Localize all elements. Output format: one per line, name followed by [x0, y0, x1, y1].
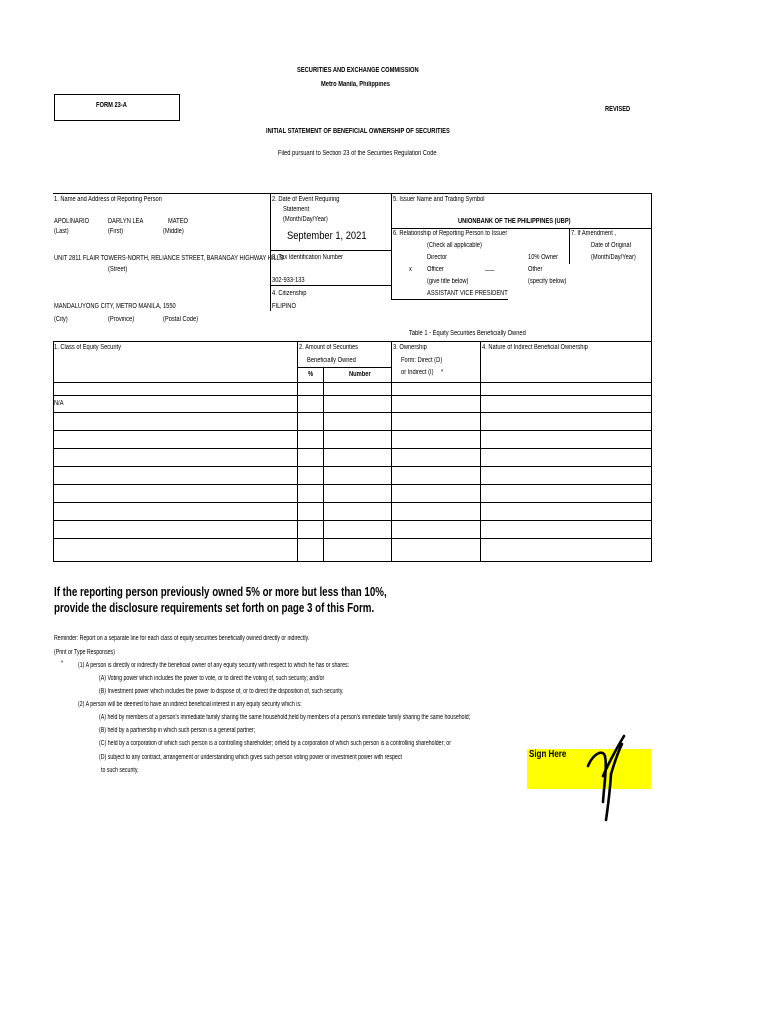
city-label: (City) [54, 316, 68, 323]
specify-label: (specify below) [528, 278, 567, 285]
table-col3-footnote-mark: * [441, 369, 444, 376]
disclosure-notice-line1: If the reporting person previously owned 5% or more but less than 10%, [54, 585, 387, 599]
section2-label-statement: Statement [283, 206, 310, 213]
give-title-label: (give title below) [427, 278, 469, 285]
form-subtitle: Filed pursuant to Section 23 of the Securities Regulation Code [278, 150, 437, 157]
table-caption: Table 1 - Equity Securities Beneficially Owned [409, 330, 526, 337]
footnote-1b: (B) Investment power which includes the power to dispose of, or to direct the disposition of, such security. [99, 688, 344, 695]
citizenship-value: FILIPINO [272, 303, 296, 310]
disclosure-notice-line2: provide the disclosure requirements set forth on page 3 of this Form. [54, 601, 375, 615]
grid-line [53, 466, 651, 467]
footnote-1a: (A) Voting power which includes the power to vote, or to direct the voting of, such security; and/or [99, 675, 325, 682]
section4-label: 4. Citizenship [272, 290, 307, 297]
middle-name-value: MATEO [168, 218, 188, 225]
grid-line [53, 448, 651, 449]
sign-here-label: Sign Here [529, 749, 567, 760]
grid-line [480, 341, 481, 562]
check-all-label: (Check all applicable) [427, 242, 482, 249]
grid-line [270, 193, 271, 311]
grid-line [53, 430, 651, 431]
grid-line [270, 250, 391, 251]
tin-value: 302-933-133 [272, 277, 305, 284]
grid-line [270, 285, 391, 286]
street-label: (Street) [108, 266, 128, 273]
footnote-2d-cont: to such security. [101, 767, 139, 774]
section6-label: 6. Relationship of Reporting Person to Issuer [393, 230, 508, 237]
grid-line [53, 538, 651, 539]
grid-line [53, 341, 54, 562]
grid-line [53, 382, 651, 383]
footnote-2d: (D) subject to any contract, arrangement or understanding which gives such person voting power or investment power with respect [99, 754, 402, 761]
table-col3-subheader2: or Indirect (I) [401, 369, 434, 376]
footnote-2b: (B) held by a partnership in which such person is a general partner; [99, 727, 256, 734]
grid-line [53, 395, 651, 396]
agency-location: Metro Manila, Philippines [321, 81, 390, 88]
grid-line [297, 367, 391, 368]
director-label: Director [427, 254, 448, 261]
table-col3-subheader: Form: Direct (D) [401, 357, 443, 364]
grid-line [53, 561, 651, 562]
issuer-value: UNIONBANK OF THE PHILIPPINES (UBP) [458, 218, 571, 225]
table-col4-header: 4. Nature of Indirect Beneficial Ownership [482, 344, 588, 351]
table-col2-subheader: Beneficially Owned [307, 357, 356, 364]
footnote-2a: (A) held by members of a person's immediate family sharing the same household;held by members of a person's immediate family sharing the same household; [99, 714, 471, 721]
province-label: (Province) [108, 316, 135, 323]
section7-label: 7. If Amendment , [571, 230, 616, 237]
grid-line [391, 299, 508, 300]
last-name-value: APOLINARIO [54, 218, 90, 225]
grid-line [569, 228, 570, 264]
event-date-value: September 1, 2021 [287, 230, 367, 242]
table-col1-header: 1. Class of Equity Security [54, 344, 121, 351]
section3-label: 3. Tax Identification Number [272, 254, 344, 261]
grid-line [53, 520, 651, 521]
officer-checkbox-mark[interactable]: x [409, 266, 412, 273]
table-row1-class: N/A [54, 400, 64, 407]
other-label: Other [528, 266, 543, 273]
officer-blank: ___ [485, 264, 495, 271]
grid-line [391, 193, 392, 299]
section2-label-format: (Month/Day/Year) [283, 216, 328, 223]
section1-label: 1. Name and Address of Reporting Person [54, 196, 162, 203]
agency-name: SECURITIES AND EXCHANGE COMMISSION [297, 67, 419, 74]
form-label: FORM 23-A [96, 102, 127, 109]
street-value: UNIT 2811 FLAIR TOWERS-NORTH, RELIANCE STREET, BARANGAY HIGHWAY HILLS [54, 255, 284, 262]
city-value: MANDALUYONG CITY, METRO MANILA, 1550 [54, 303, 176, 310]
table-col2-number: Number [349, 371, 371, 378]
footnote-mark: * [61, 660, 64, 667]
postal-code-label: (Postal Code) [163, 316, 199, 323]
middle-name-label: (Middle) [163, 228, 184, 235]
first-name-value: DARLYN LEA [108, 218, 144, 225]
reminder-line: Reminder: Report on a separate line for each class of equity securities beneficially owned directly or indirectly. [54, 635, 310, 642]
grid-line [53, 341, 651, 342]
grid-line [53, 193, 651, 194]
footnote-2c: (C) held by a corporation of which such person is a controlling shareholder; orheld by a corporation of which such person is a controlling shareholder; or [99, 740, 451, 747]
form-title: INITIAL STATEMENT OF BENEFICIAL OWNERSHIP OF SECURITIES [266, 128, 450, 135]
section2-label: 2. Date of Event Requiring [272, 196, 340, 203]
officer-title-value: ASSISTANT VICE PRESIDENT [427, 290, 508, 297]
grid-line [651, 341, 652, 562]
grid-line [297, 341, 298, 562]
grid-line [391, 341, 392, 562]
section7-label-original: Date of Original [591, 242, 631, 249]
handwritten-signature [584, 730, 634, 822]
section5-label: 5. Issuer Name and Trading Symbol [393, 196, 485, 203]
grid-line [53, 412, 651, 413]
grid-line [53, 502, 651, 503]
footnote-2: (2) A person will be deemed to have an indirect beneficial interest in any equity security which is: [78, 701, 302, 708]
officer-label: Officer [427, 266, 444, 273]
table-col2-header: 2. Amount of Securities [299, 344, 359, 351]
table-col3-header: 3. Ownership [393, 344, 427, 351]
grid-line [53, 484, 651, 485]
revised-label: REVISED [605, 106, 631, 113]
section7-label-format: (Month/Day/Year) [591, 254, 636, 261]
ten-percent-owner-label: 10% Owner [528, 254, 558, 261]
footnote-1: (1) A person is directly or indirectly the beneficial owner of any equity security with respect to which he has or shares: [78, 662, 350, 669]
grid-line [651, 193, 652, 341]
table-col2-percent: % [308, 371, 314, 378]
last-name-label: (Last) [54, 228, 69, 235]
first-name-label: (First) [108, 228, 123, 235]
grid-line [323, 367, 324, 562]
print-type-note: (Print or Type Responses) [54, 649, 115, 656]
